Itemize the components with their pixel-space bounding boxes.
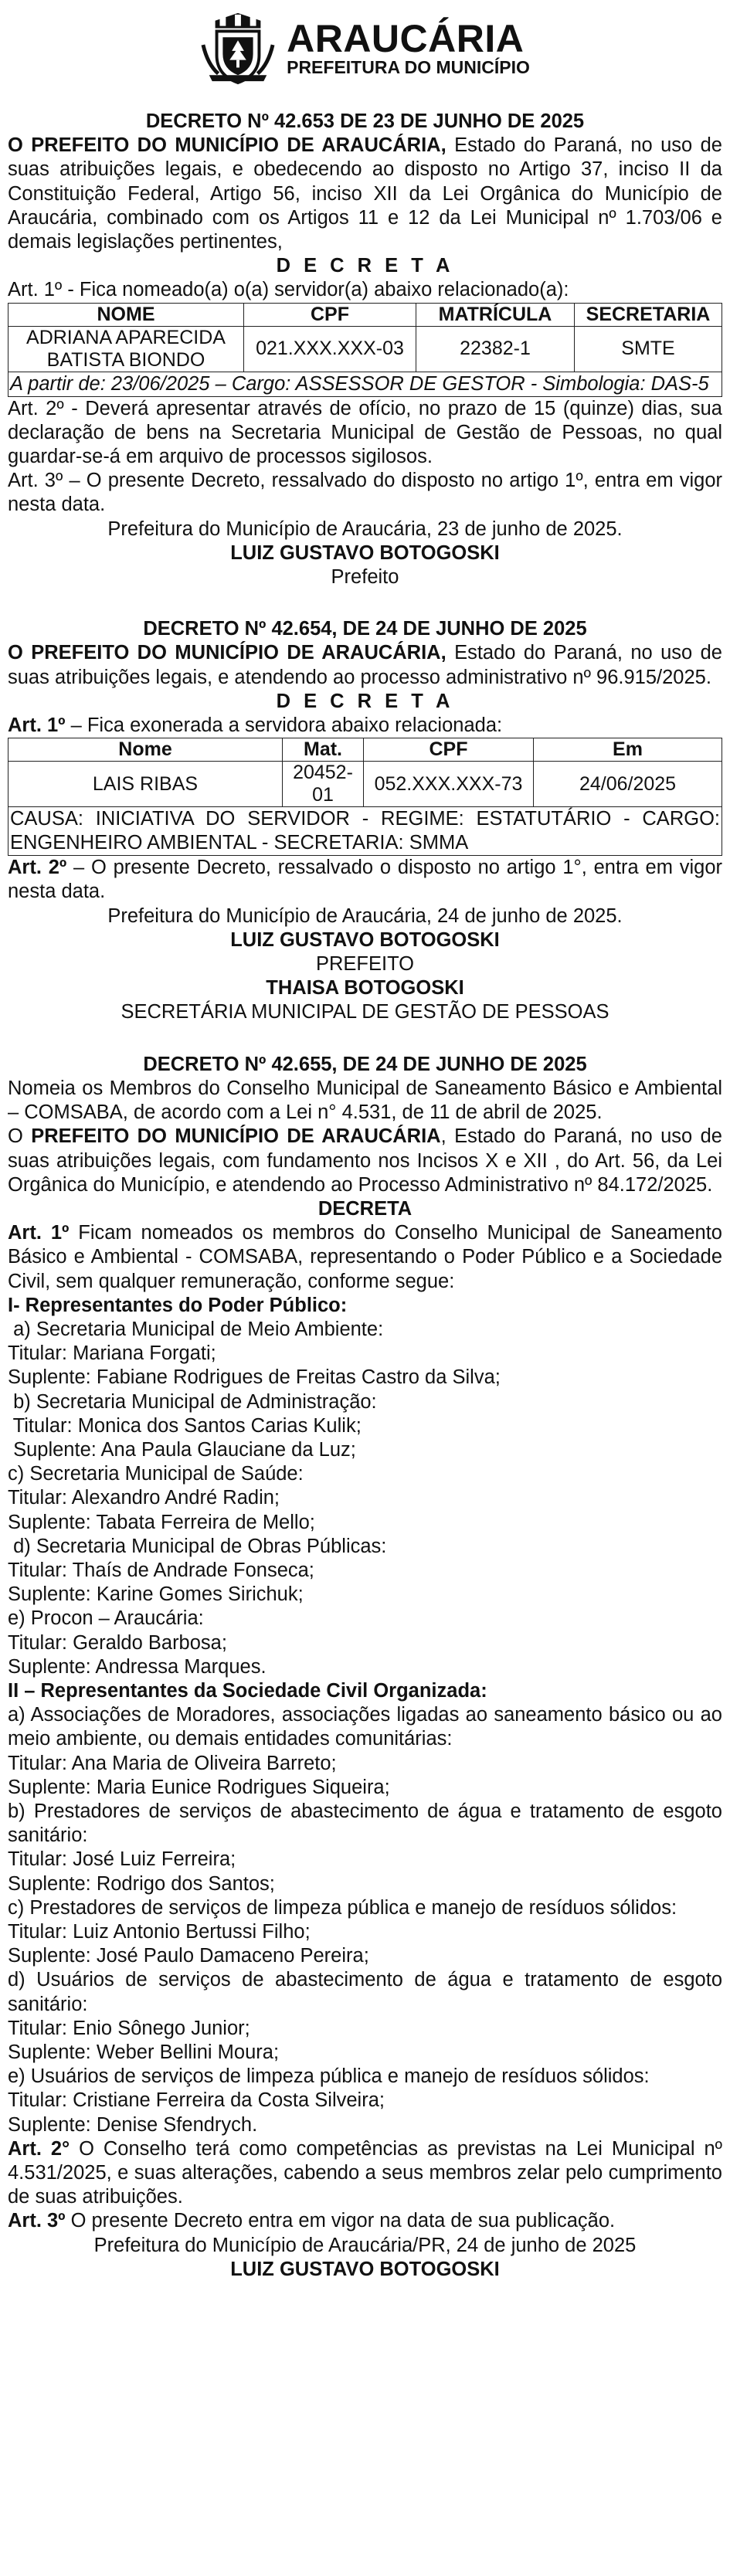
signer-name: LUIZ GUSTAVO BOTOGOSKI (230, 2258, 500, 2280)
brand-name: ARAUCÁRIA (287, 16, 525, 60)
list-item: a) Secretaria Municipal de Meio Ambiente: (8, 1318, 384, 1340)
decree-42655 (8, 1053, 722, 2282)
decree-preamble (8, 641, 722, 689)
list-item: Titular: José Luiz Ferreira; (8, 1848, 236, 1871)
column-header: Em (534, 738, 722, 762)
article-1 (8, 1221, 722, 1294)
cell-footer: CAUSA: INICIATIVA DO SERVIDOR - REGIME: ESTATUTÁRIO - CARGO: ENGENHEIRO AMBIENTAL - SECRETARIA: SMMA (8, 807, 722, 856)
cell-cpf: 021.XXX.XXX-03 (244, 326, 416, 372)
subsection-d: d) Usuários de serviços de abastecimento de água e tratamento de esgoto sanitário: (8, 1969, 722, 2015)
list-item: Titular: Alexandro André Radin; (8, 1487, 280, 1509)
preamble-pre: O (8, 1125, 32, 1148)
signer2-name: THAISA BOTOGOSKI (266, 977, 464, 1000)
list-item: Titular: Monica dos Santos Carias Kulik; (8, 1414, 362, 1437)
place-date: Prefeitura do Município de Araucária, 23 de junho de 2025. (107, 518, 623, 540)
decree-title: DECRETO Nº 42.654, DE 24 DE JUNHO DE 2025 (143, 618, 587, 640)
article-label: Art. 2º (8, 857, 67, 879)
article-2 (8, 2137, 722, 2210)
decree-title: DECRETO Nº 42.655, DE 24 DE JUNHO DE 2025 (143, 1053, 587, 1075)
subsection-c: c) Prestadores de serviços de limpeza pública e manejo de resíduos sólidos: (8, 1896, 677, 1919)
decree-preamble (8, 1125, 722, 1197)
list-item: Suplente: Andressa Marques. (8, 1655, 267, 1678)
list-item: Titular: Mariana Forgati; (8, 1342, 216, 1365)
list-item: Suplente: Weber Bellini Moura; (8, 2041, 280, 2064)
list-item: Suplente: Fabiane Rodrigues de Freitas Castro da Silva; (8, 1366, 501, 1389)
exoneration-table (8, 738, 722, 856)
column-header: NOME (8, 303, 244, 326)
list-item: e) Procon – Araucária: (8, 1607, 204, 1630)
preamble-text: Estado do Paraná, no uso de suas atribuições legais, e atendendo ao processo administrativo nº 96.915/2025. (8, 642, 722, 688)
column-header: CPF (244, 303, 416, 326)
article-text: O Conselho terá como competências as previstas na Lei Municipal nº 4.531/2025, e suas alterações, cabendo a seus membros zelar pelo cumprimento de suas atribuições. (8, 2137, 722, 2208)
decree-summary: Nomeia os Membros do Conselho Municipal de Saneamento Básico e Ambiental – COMSABA, de acordo com a Lei n° 4.531, de 11 de abril de 2025. (8, 1077, 722, 1124)
article-text: O presente Decreto entra em vigor na data de sua publicação. (65, 2210, 616, 2232)
list-item: Suplente: Tabata Ferreira de Mello; (8, 1511, 315, 1533)
section-public-power-title: I- Representantes do Poder Público: (8, 1294, 348, 1316)
article-label: Art. 3º (8, 2210, 66, 2232)
article-1: Art. 1º - Fica nomeado(a) o(a) servidor(a) abaixo relacionado(a): (8, 279, 569, 301)
cell-name: LAIS RIBAS (8, 762, 283, 807)
list-item: Titular: Cristiane Ferreira da Costa Silveira; (8, 2089, 385, 2112)
list-item: Titular: Enio Sônego Junior; (8, 2017, 250, 2039)
list-item: Titular: Thaís de Andrade Fonseca; (8, 1559, 314, 1581)
article-text: – Fica exonerada a servidora abaixo relacionada: (65, 714, 503, 737)
decreta-heading: DECRETA (317, 1197, 413, 1220)
brand-subtitle: PREFEITURA DO MUNICÍPIO (287, 56, 530, 77)
header (8, 0, 722, 91)
article-3 (8, 2209, 722, 2233)
list-item: Suplente: Karine Gomes Sirichuk; (8, 1583, 304, 1606)
article-label: Art. 2° (8, 2137, 70, 2160)
cell-name: ADRIANA APARECIDA BATISTA BIONDO (8, 326, 244, 372)
subsection-e: e) Usuários de serviços de limpeza pública e manejo de resíduos sólidos: (8, 2065, 650, 2088)
list-item: Suplente: José Paulo Damaceno Pereira; (8, 1945, 369, 1967)
cell-matricula: 22382-1 (416, 326, 575, 372)
subsection-a: a) Associações de Moradores, associações ligadas ao saneamento básico ou ao meio ambiente, ou demais entidades comunitárias: (8, 1704, 722, 1750)
decreta-heading: D E C R E T A (276, 690, 454, 712)
list-item: Suplente: Denise Sfendrych. (8, 2113, 258, 2136)
decree-42654 (8, 617, 722, 1024)
table-footer-row (8, 372, 722, 396)
decree-title: DECRETO Nº 42.653 DE 23 DE JUNHO DE 2025 (145, 110, 585, 132)
article-1 (8, 714, 722, 738)
list-item: d) Secretaria Municipal de Obras Públicas: (8, 1535, 387, 1557)
table-row (8, 762, 722, 807)
table-footer-row (8, 807, 722, 856)
list-item: Suplente: Maria Eunice Rodrigues Siqueira; (8, 1776, 390, 1798)
article-text: Ficam nomeados os membros do Conselho Municipal de Saneamento Básico e Ambiental - COMSABA, representando o Poder Público e a Sociedade Civil, sem qualquer remuneração, conforme segue: (8, 1222, 722, 1292)
list-item: Titular: Geraldo Barbosa; (8, 1631, 227, 1654)
list-item: c) Secretaria Municipal de Saúde: (8, 1463, 304, 1485)
article-2: Art. 2º - Deverá apresentar através de ofício, no prazo de 15 (quinze) dias, sua declaração de bens na Secretaria Municipal de Gestão de Pessoas, no qual guardar-se-á em arquivo de processos sigilosos. (8, 397, 722, 468)
decreta-heading: D E C R E T A (276, 255, 454, 277)
cell-secretaria: SMTE (575, 326, 722, 372)
table-header-row (8, 303, 722, 326)
appointee-table (8, 303, 722, 397)
document-page (8, 0, 722, 2576)
cell-mat: 20452-01 (283, 762, 364, 807)
column-header: MATRÍCULA (416, 303, 575, 326)
preamble-text: Estado do Paraná, no uso de suas atribuições legais, e obedecendo ao disposto no Artigo 37, inciso II da Constituição Federal, Artigo 56, inciso XII da Lei Orgânica do Município de Araucária, combinado com os Artigos 11 e 12 da Lei Municipal nº 1.703/06 e demais legislações pertinentes, (8, 134, 722, 253)
cell-footer: A partir de: 23/06/2025 – Cargo: ASSESSOR DE GESTOR - Simbologia: DAS-5 (8, 372, 722, 396)
section-public-power-list (8, 1318, 722, 1679)
decree-preamble (8, 134, 722, 254)
list-item: Suplente: Ana Paula Glauciane da Luz; (8, 1438, 356, 1461)
preamble-bold: O PREFEITO DO MUNICÍPIO DE ARAUCÁRIA, (8, 134, 446, 157)
preamble-bold: O PREFEITO DO MUNICÍPIO DE ARAUCÁRIA, (8, 642, 446, 664)
cell-date: 24/06/2025 (534, 762, 722, 807)
list-item: Titular: Ana Maria de Oliveira Barreto; (8, 1752, 337, 1774)
brand (287, 16, 530, 77)
list-item: Titular: Luiz Antonio Bertussi Filho; (8, 1921, 311, 1943)
place-date: Prefeitura do Município de Araucária, 24 de junho de 2025. (107, 904, 623, 927)
table-header-row (8, 738, 722, 762)
column-header: Mat. (283, 738, 364, 762)
article-3: Art. 3º – O presente Decreto, ressalvado do disposto no artigo 1º, entra em vigor nesta data. (8, 470, 722, 516)
column-header: SECRETARIA (575, 303, 722, 326)
article-label: Art. 1º (8, 714, 66, 737)
article-2 (8, 856, 722, 904)
cell-cpf: 052.XXX.XXX-73 (364, 762, 534, 807)
municipal-crest-logo (200, 9, 276, 87)
signer-role: PREFEITO (315, 953, 415, 976)
list-item: Suplente: Rodrigo dos Santos; (8, 1872, 275, 1895)
signer2-role: SECRETÁRIA MUNICIPAL DE GESTÃO DE PESSOAS (121, 1001, 609, 1023)
list-item: b) Secretaria Municipal de Administração: (8, 1390, 377, 1413)
section-civil-society-title: II – Representantes da Sociedade Civil Organizada: (8, 1679, 487, 1702)
table-row (8, 326, 722, 372)
preamble-text: , Estado do Paraná, no uso de suas atribuições legais, com fundamento nos Incisos X e XII , do Art. 56, da Lei Orgânica do Município, e atendendo ao Processo Administrativo nº 84.172/2025. (8, 1125, 722, 1196)
decree-42653 (8, 110, 722, 589)
place-date: Prefeitura do Município de Araucária/PR, 24 de junho de 2025 (93, 2234, 637, 2256)
subsection-b: b) Prestadores de serviços de abastecimento de água e tratamento de esgoto sanitário: (8, 1800, 722, 1847)
article-text: – O presente Decreto, ressalvado o disposto no artigo 1°, entra em vigor nesta data. (8, 857, 722, 903)
signer-role: Prefeito (331, 566, 399, 589)
column-header: CPF (364, 738, 534, 762)
column-header: Nome (8, 738, 283, 762)
preamble-bold: PREFEITO DO MUNICÍPIO DE ARAUCÁRIA (31, 1125, 441, 1148)
article-label: Art. 1º (8, 1222, 70, 1244)
signer-name: LUIZ GUSTAVO BOTOGOSKI (230, 541, 500, 564)
signer-name: LUIZ GUSTAVO BOTOGOSKI (230, 928, 500, 951)
